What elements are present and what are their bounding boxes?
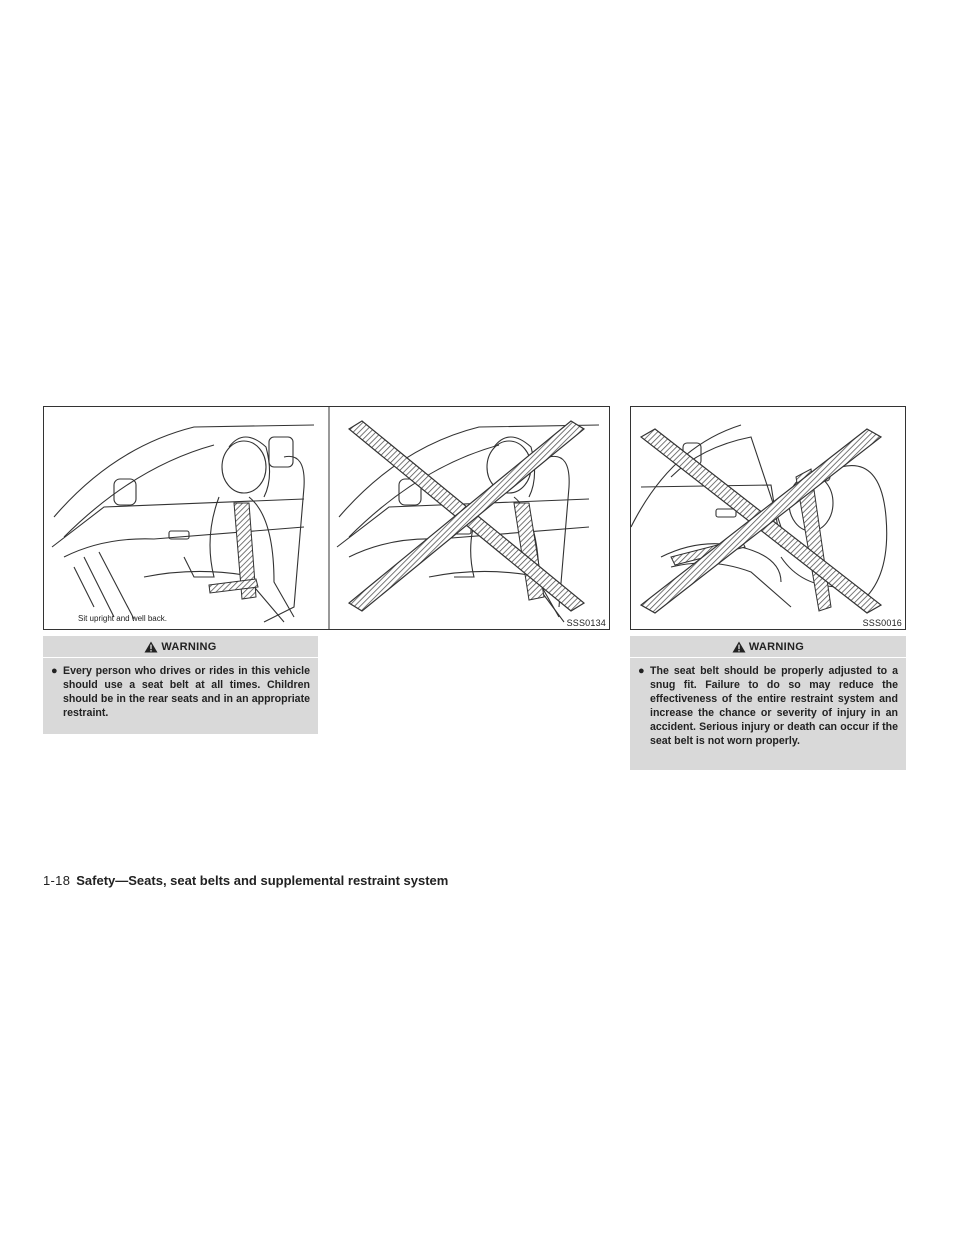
- warning-text: The seat belt should be properly adjusted to a snug fit. Failure to do so may reduce the effectiveness of the entire restraint system and increase the chance or severity of injury in an accident. Serious injury or death can occur if the seat belt is not worn properly.: [650, 665, 898, 747]
- figure-caption: Sit upright and well back.: [78, 614, 167, 623]
- belt-fit-illustration: [631, 407, 906, 630]
- warning-text: Every person who drives or rides in this vehicle should use a seat belt at all times. Children should be in the rear seats and in an appropriate restraint.: [63, 665, 310, 719]
- warning-box: [630, 636, 906, 770]
- figure-code: SSS0134: [566, 618, 606, 628]
- section-title: Safety—Seats, seat belts and supplemental restraint system: [76, 873, 449, 888]
- warning-title: WARNING: [748, 640, 805, 653]
- prohibited-x-mark: [641, 429, 881, 613]
- bullet-icon: ●: [51, 665, 58, 677]
- warning-header: [43, 636, 318, 658]
- warning-triangle-icon: [732, 641, 746, 653]
- warning-triangle-icon: [144, 641, 158, 653]
- figure-sss0134: [43, 406, 610, 630]
- warning-box: [43, 636, 318, 734]
- figure-sss0016: [630, 406, 906, 630]
- warning-header: [630, 636, 906, 658]
- seating-posture-illustration: [44, 407, 610, 630]
- prohibited-x-mark: [349, 421, 584, 611]
- figure-code: SSS0016: [862, 618, 902, 628]
- page-footer: [43, 873, 448, 888]
- correct-posture-panel: [52, 425, 314, 622]
- warning-title: WARNING: [161, 640, 217, 653]
- bullet-icon: ●: [638, 665, 645, 677]
- page-number: 1-18: [43, 873, 71, 888]
